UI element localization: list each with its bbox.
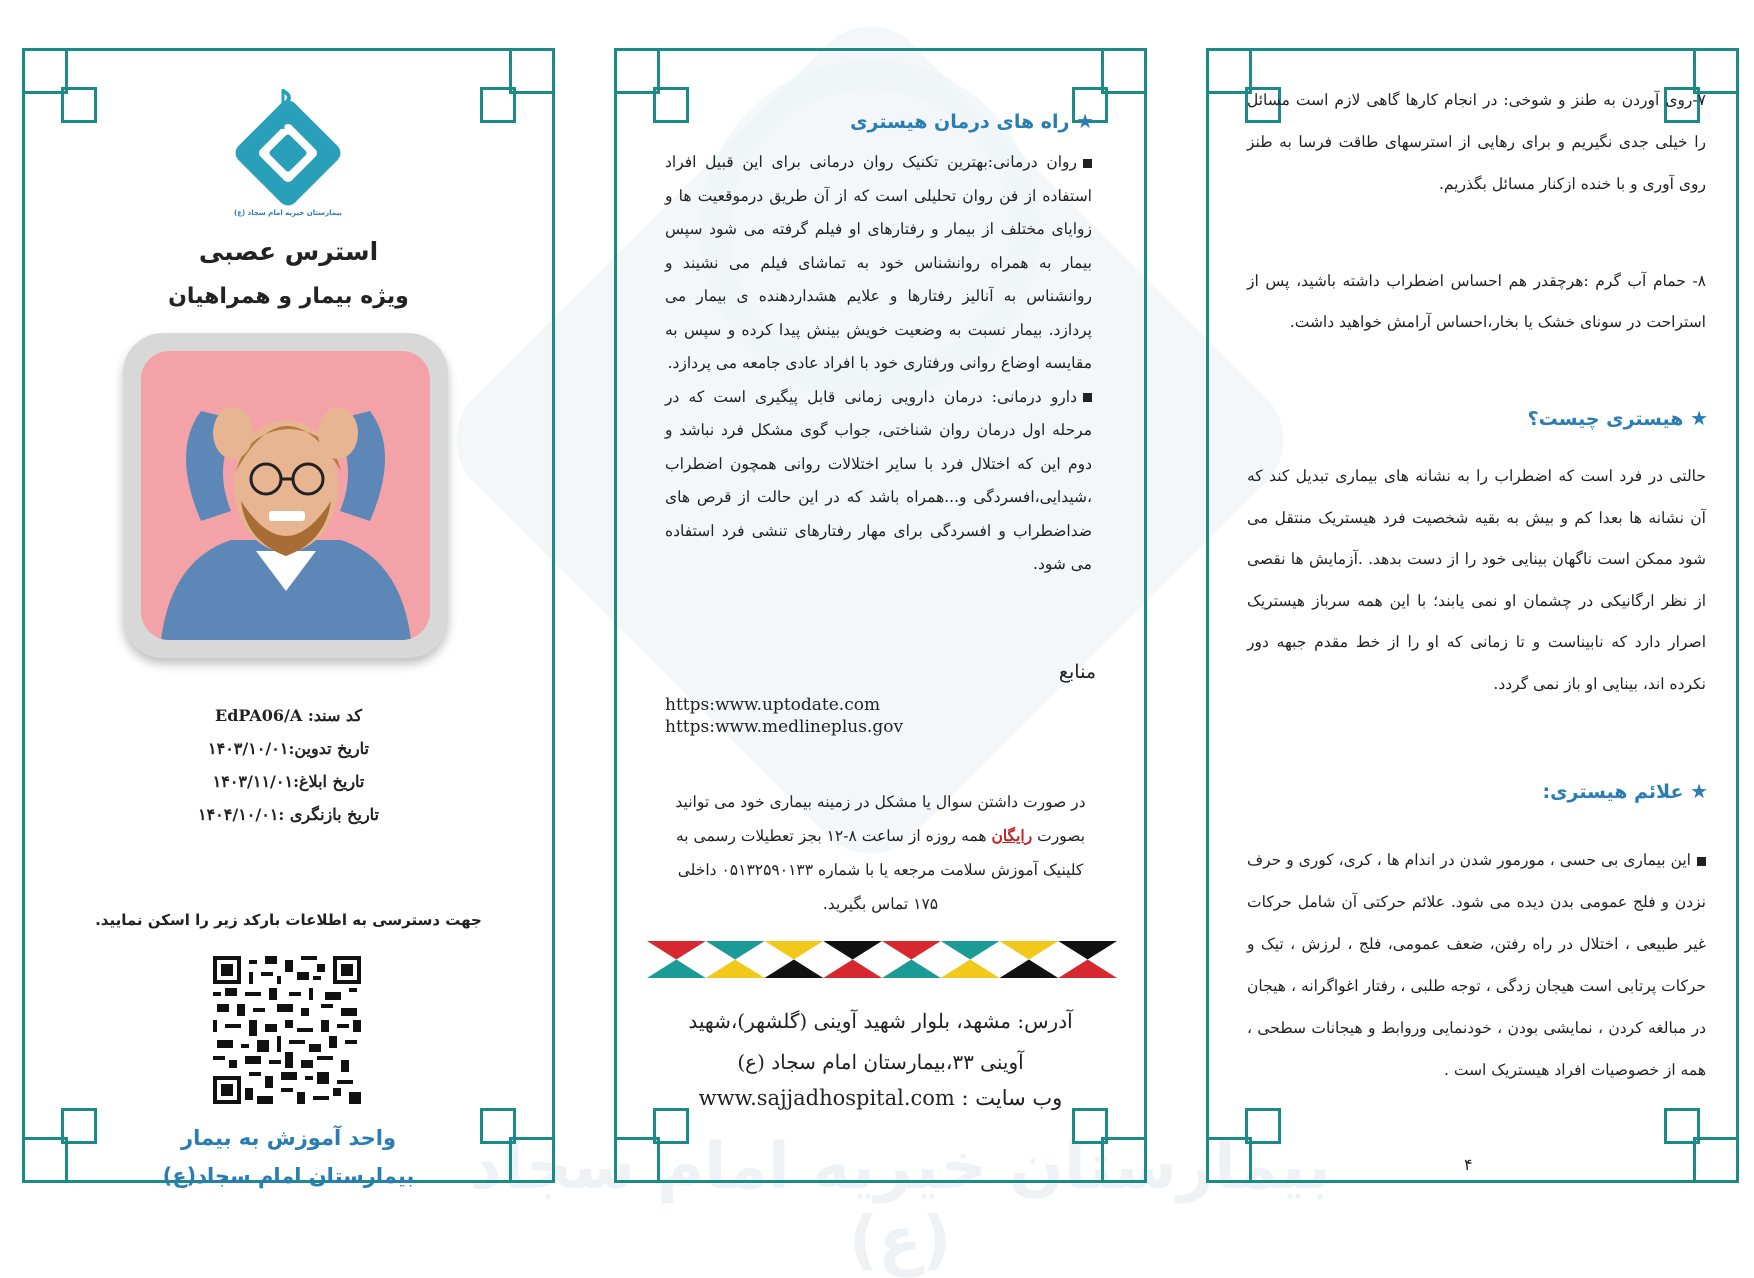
pattern-triangle bbox=[823, 960, 882, 979]
pattern-triangle bbox=[882, 941, 941, 960]
corner-ornament bbox=[614, 48, 660, 94]
source-link-medlineplus[interactable]: https:www.medlineplus.gov bbox=[665, 717, 904, 737]
tip-humor: ۷-روی آوردن به طنز و شوخی: در انجام کارها گاهی لازم است مسائل را خیلی جدی نگیریم و برای رهایی از استرسهای طاقت فرسا به طنز روی آوری و با خنده ازکنار مسائل بگذریم. bbox=[1247, 91, 1706, 193]
sources-label: منابع bbox=[1058, 661, 1096, 683]
pattern-triangle bbox=[1058, 941, 1117, 960]
hysteria-symptoms-heading: ★ علائم هیستری: bbox=[1542, 779, 1708, 803]
qr-code-icon bbox=[213, 956, 361, 1104]
document-info bbox=[25, 699, 552, 831]
corner-ornament bbox=[509, 48, 555, 94]
doc-compile-date-row: تاریخ تدوین:۱۴۰۳/۱۰/۰۱ bbox=[208, 739, 369, 758]
address: آدرس: مشهد، بلوار شهید آوینی (گلشهر)،شهید آوینی ۳۳،بیمارستان امام سجاد (ع) bbox=[688, 1009, 1073, 1074]
qr-code[interactable] bbox=[213, 956, 361, 1104]
corner-ornament bbox=[1206, 48, 1252, 94]
free-highlight: رایگان bbox=[991, 826, 1033, 845]
cover-illustration bbox=[123, 333, 448, 658]
corner-ornament bbox=[1101, 1137, 1147, 1183]
treatment-heading: ★ راه های درمان هیستری bbox=[850, 109, 1094, 133]
qr-instruction: جهت دسترسی به اطلاعات بارکد زیر را اسکن نمایید. bbox=[95, 911, 482, 929]
watermark-hospital-name: بیمارستان خیریه امام سجاد (ع) bbox=[469, 1130, 1331, 1278]
hospital-name: بیمارستان امام سجاد(ع) bbox=[162, 1164, 415, 1188]
pattern-triangle bbox=[1000, 941, 1059, 960]
star-icon: ★ bbox=[1690, 779, 1708, 803]
doc-issue-date-row: تاریخ ابلاغ:۱۴۰۳/۱۱/۰۱ bbox=[212, 772, 365, 791]
hysteria-symptoms-text: این بیماری بی حسی ، مورمور شدن در اندام ها ، کری، کوری و حرف نزدن و فلج عمومی بدن دیده می شود. علائم حرکتی آن شامل حرکات غیر طبیعی ، اختلال در راه رفتن، ضعف عمومی، فلج ، لرزش ، تیک و حرکات پرتابی است هیجان زدگی ، توجه طلبی ، رفتار اغواگرانه ، هیجان در مبالغه کردن ، نمایشی بودن ، خودنمایی وروابط و هیجانات سطحی ، همه از خصوصیات افراد هیستریک است . bbox=[1247, 851, 1706, 1079]
treatment-body bbox=[665, 146, 1092, 582]
corner-ornament bbox=[614, 1137, 660, 1183]
bullet-icon bbox=[1083, 159, 1092, 168]
pattern-triangle bbox=[706, 941, 765, 960]
unit-name: واحد آموزش به بیمار bbox=[180, 1126, 396, 1150]
website-row: وب سایت : www.sajjadhospital.com bbox=[698, 1086, 1063, 1110]
website-link[interactable]: www.sajjadhospital.com bbox=[698, 1086, 955, 1110]
drug-therapy-item: دارو درمانی: درمان دارویی زمانی قابل پیگیری است که در مرحله اول درمان روان شناختی، جواب گوی مشکل فرد نباشد و دوم این که اختلال فرد با سایر اختلالات روانی همچون اضطراب ،شیدایی،افسردگی و...همراه باشد که در این حالت از قرص های ضداضطراب و افسردگی برای مهار رفتارهای تنشی فرد استفاده می شود. bbox=[665, 387, 1092, 573]
pattern-triangle bbox=[1058, 960, 1117, 979]
corner-ornament bbox=[1101, 48, 1147, 94]
bullet-icon bbox=[1697, 857, 1706, 866]
what-is-hysteria-heading: ★ هیستری چیست؟ bbox=[1527, 406, 1708, 430]
page-number: ۴ bbox=[1464, 1155, 1473, 1174]
pattern-triangle bbox=[765, 941, 824, 960]
decorative-pattern bbox=[647, 941, 1117, 978]
psychotherapy-item: روان درمانی:بهترین تکنیک روان درمانی برای این قبیل افراد استفاده از فن روان تحلیلی است که از آن طریق درموقعیت ها و زوایای مختلف از بیمار و رفتارهای او فیلم گرفته می شود سپس بیمار به همراه روانشناس خود به تماشای فیلم می نشیند و روانشناس به آنالیز رفتارها و علایم هشداردهنده ی بیمار می پردازد. بیمار نسبت به وضعیت خویش بینش پیدا کرده و سپس به مقایسه اوضاع روانی ورفتاری خود با افراد عادی جامعه می پردازد. bbox=[665, 153, 1092, 372]
pattern-triangle bbox=[1000, 960, 1059, 979]
source-link-uptodate[interactable]: https:www.uptodate.com bbox=[665, 695, 881, 715]
contact-info: در صورت داشتن سوال یا مشکل در زمینه بیماری خود می توانید بصورت رایگان همه روزه از ساعت ۸-۱۲ بجز تعطیلات رسمی به کلینیک آموزش سلامت مرجعه یا با شماره ۰۵۱۳۲۵۹۰۱۳۳ داخلی ۱۷۵ تماس بگیرید. bbox=[675, 793, 1086, 913]
corner-ornament bbox=[1693, 1137, 1739, 1183]
hospital-logo-icon bbox=[223, 81, 353, 211]
pattern-triangle bbox=[706, 960, 765, 979]
corner-ornament bbox=[22, 48, 68, 94]
bullet-icon bbox=[1083, 393, 1092, 402]
pattern-triangle bbox=[941, 960, 1000, 979]
pattern-triangle bbox=[882, 960, 941, 979]
pattern-triangle bbox=[823, 941, 882, 960]
star-icon: ★ bbox=[1076, 109, 1094, 133]
brochure-subtitle: ویژه بیمار و همراهیان bbox=[168, 284, 409, 309]
cover-panel bbox=[22, 48, 555, 1188]
pattern-triangle bbox=[647, 941, 706, 960]
doc-review-date-row: تاریخ بازنگری :۱۴۰۴/۱۰/۰۱ bbox=[197, 805, 379, 824]
sources-list bbox=[665, 694, 903, 738]
stressed-man-image bbox=[141, 351, 430, 640]
logo-caption: بیمارستان خیریه امام سجاد (ع) bbox=[234, 209, 342, 217]
pattern-triangle bbox=[941, 941, 1000, 960]
hospital-logo bbox=[223, 81, 353, 231]
triangle-pattern bbox=[647, 941, 1117, 978]
pattern-triangle bbox=[647, 960, 706, 979]
brochure-title: استرس عصبی bbox=[198, 237, 379, 266]
treatment-panel bbox=[614, 48, 1147, 1183]
doc-code-row: کد سند: EdPA06/A bbox=[215, 706, 362, 725]
pattern-triangle bbox=[765, 960, 824, 979]
star-icon: ★ bbox=[1690, 406, 1708, 430]
hysteria-panel bbox=[1206, 48, 1739, 1183]
what-is-hysteria-text: حالتی در فرد است که اضطراب را به نشانه های بیماری تبدیل کند که آن نشانه ها بعدا کم و بیش به بقیه شخصیت فرد هیستریک منتقل می شود ممکن است ناگهان بینایی خود را از دست بدهد. .آزمایش ها نقصی از نظر ارگانیکی در چشمان او نمی یابند؛ با این همه سرباز هیستریک اصرار دارد که نابیناست و تا زمانی که او را از خط مقدم جبهه دور نکرده اند، بینایی او باز نمی گردد. bbox=[1247, 467, 1706, 693]
corner-ornament bbox=[1206, 1137, 1252, 1183]
tip-warm-bath: ۸- حمام آب گرم :هرچقدر هم احساس اضطراب داشته باشید، پس از استراحت در سونای خشک یا بخار،احساس آرامش خواهید داشت. bbox=[1247, 272, 1706, 331]
